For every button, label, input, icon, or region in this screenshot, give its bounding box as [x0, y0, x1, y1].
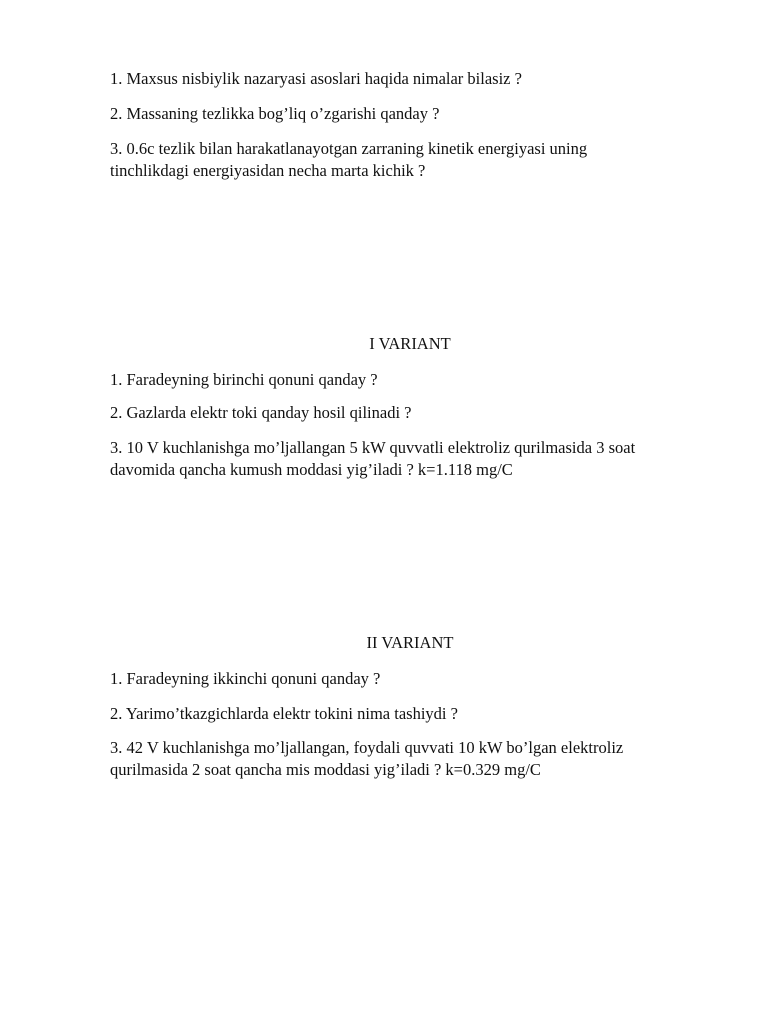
variant-2-question-2: 2. Yarimo’tkazgichlarda elektr tokini nima tashiydi ? [110, 704, 458, 723]
variant-1-question-3-line-2: davomida qancha kumush moddasi yig’iladi ? k=1.118 mg/C [110, 460, 513, 479]
variant-1-title: I VARIANT [369, 334, 451, 353]
intro-question-1: 1. Maxsus nisbiylik nazaryasi asoslari haqida nimalar bilasiz ? [110, 69, 522, 88]
variant-2-question-3-line-1: 3. 42 V kuchlanishga mo’ljallangan, foydali quvvati 10 kW bo’lgan elektroliz [110, 738, 624, 757]
intro-question-3-line-1: 3. 0.6c tezlik bilan harakatlanayotgan zarraning kinetik energiyasi uning [110, 139, 588, 158]
variant-2-question-3-line-2: qurilmasida 2 soat qancha mis moddasi yig’iladi ? k=0.329 mg/C [110, 760, 541, 779]
variant-2-question-1: 1. Faradeyning ikkinchi qonuni qanday ? [110, 669, 381, 688]
variant-1-question-2: 2. Gazlarda elektr toki qanday hosil qilinadi ? [110, 403, 412, 422]
variant-1-question-1: 1. Faradeyning birinchi qonuni qanday ? [110, 370, 378, 389]
variant-2-title: II VARIANT [366, 633, 454, 652]
variant-1-question-3-line-1: 3. 10 V kuchlanishga mo’ljallangan 5 kW quvvatli elektroliz qurilmasida 3 soat [110, 438, 636, 457]
intro-question-2: 2. Massaning tezlikka bog’liq o’zgarishi qanday ? [110, 104, 440, 123]
intro-question-3-line-2: tinchlikdagi energiyasidan necha marta kichik ? [110, 161, 426, 180]
